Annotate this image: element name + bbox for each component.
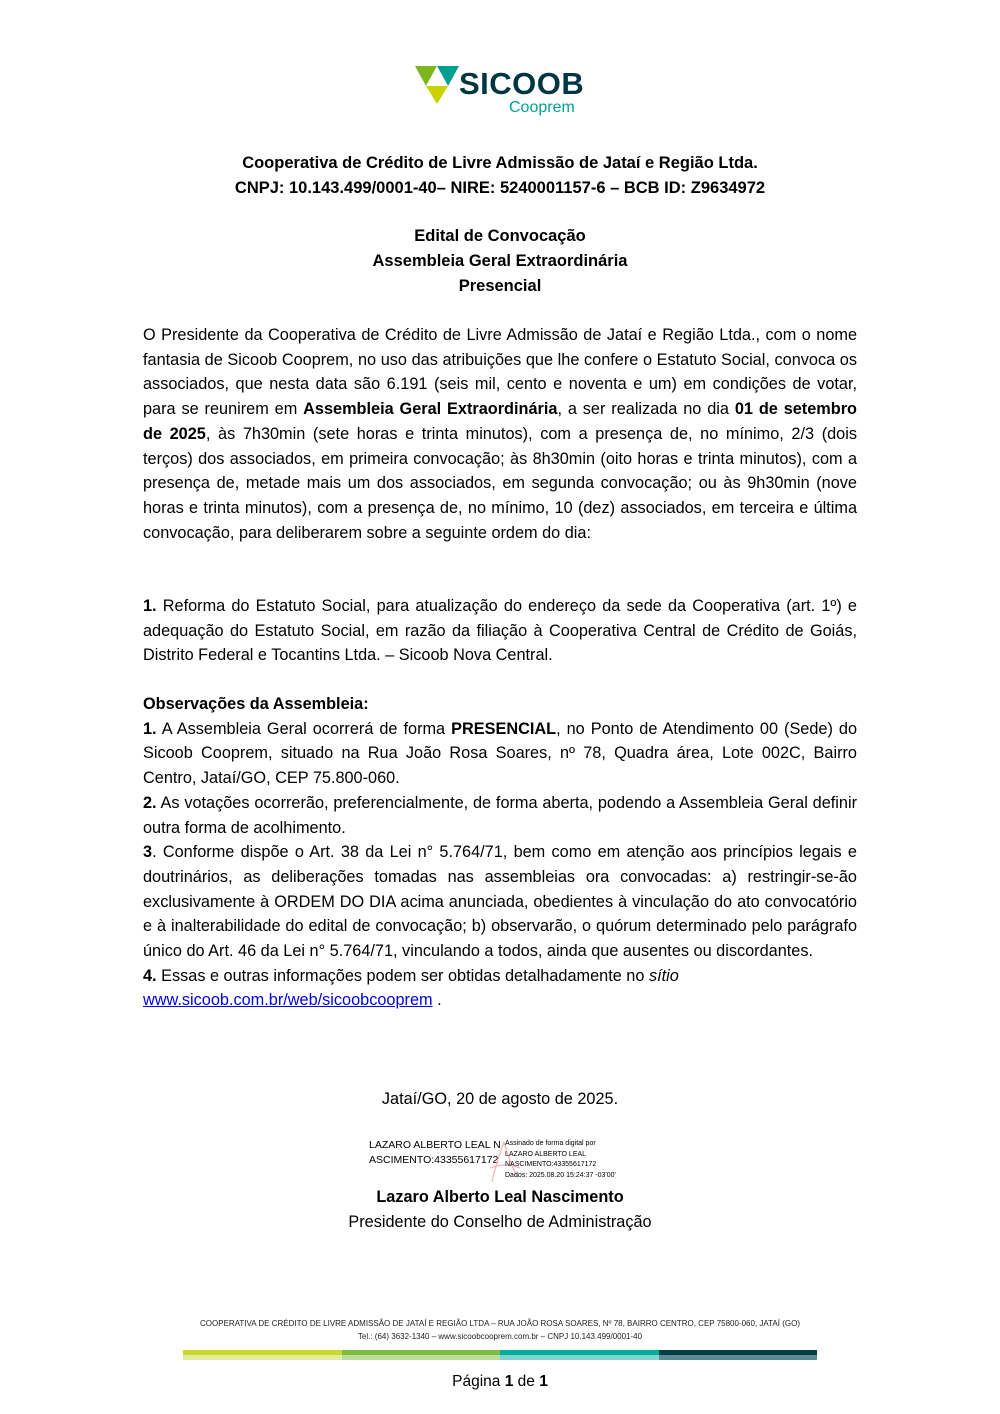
sicoob-logo bbox=[415, 64, 585, 120]
text-bold: Assembleia Geral Extraordinária bbox=[303, 400, 558, 419]
observations bbox=[143, 692, 857, 1013]
title-line-2: Assembleia Geral Extraordinária bbox=[372, 252, 628, 270]
header-ids: CNPJ: 10.143.499/0001-40– NIRE: 5240001157-6 – BCB ID: Z9634972 bbox=[234, 179, 766, 197]
text: . bbox=[432, 991, 442, 1010]
header bbox=[0, 151, 1000, 201]
text: Essas e outras informações podem ser obtidas detalhadamente no bbox=[156, 966, 649, 985]
item-number: 1. bbox=[143, 597, 157, 615]
agenda-item bbox=[143, 594, 857, 668]
bar-segment bbox=[342, 1350, 501, 1360]
observations-heading: Observações da Assembleia: bbox=[143, 695, 369, 713]
text: . Conforme dispõe o Art. 38 da Lei n° 5.764/71, bem como em atenção aos princípios legais e doutrinários, as deliberações tomadas nas assembleias ora convocadas: a) restringir-se-ão exclusivamente à ORDEM DO DIA acima anunciada, obedientes à vinculação do ato convocatório e à inalterabilidade do edital de convocação; b) observarão, o quórum determinado pelo parágrafo único do Art. 46 da Lei n° 5.764/71, vinculando a todos, ainda que ausentes ou discordantes. bbox=[143, 843, 857, 961]
header-company: Cooperativa de Crédito de Livre Admissão de Jataí e Região Ltda. bbox=[242, 154, 758, 172]
place-date: Jataí/GO, 20 de agosto de 2025. bbox=[381, 1090, 619, 1108]
signatory-role: Presidente do Conselho de Administração bbox=[348, 1213, 652, 1231]
signatory bbox=[0, 1185, 1000, 1235]
signature-detail: NASCIMENTO:43355617172 bbox=[505, 1161, 597, 1168]
text: As votações ocorrerão, preferencialmente, de forma aberta, podendo a Assembleia Geral definir outra forma de acolhimento. bbox=[143, 793, 857, 837]
website-link[interactable]: www.sicoob.com.br/web/sicoobcooprem bbox=[143, 991, 433, 1010]
observation-2 bbox=[143, 791, 857, 840]
observation-4 bbox=[143, 964, 857, 1013]
text-bold: PRESENCIAL bbox=[451, 719, 557, 738]
intro-paragraph bbox=[143, 323, 857, 545]
document-title bbox=[0, 224, 1000, 299]
item-number: 2. bbox=[143, 793, 157, 812]
observation-3 bbox=[143, 840, 857, 964]
item-number: 1. bbox=[143, 719, 157, 738]
logo-brand: SICOOB bbox=[459, 66, 585, 101]
item-text: Reforma do Estatuto Social, para atualização do endereço da sede da Cooperativa (art. 1º) e adequação do Estatuto Social, em razão da filiação à Cooperativa Central de Crédito de Goiás, Distrito Federal e Tocantins Ltda. – Sicoob Nova Central. bbox=[143, 597, 857, 665]
signature-name-block: LAZARO ALBERTO LEAL NASCIMENTO:43355617172 bbox=[369, 1139, 501, 1166]
total-pages: 1 bbox=[539, 1373, 548, 1390]
bar-segment bbox=[500, 1350, 659, 1360]
title-line-1: Edital de Convocação bbox=[414, 227, 586, 245]
text: , às 7h30min (sete horas e trinta minutos), com a presença de, no mínimo, 2/3 (dois terços) dos associados, em primeira convocação; às 8h30min (oito horas e trinta minutos), com a presença de, metade mais um dos associados, em segunda convocação; ou às 9h30min (nove horas e trinta minutos), com a presença de, no mínimo, 10 (dez) associados, em terceira e última convocação, para deliberarem sobre a seguinte ordem do dia: bbox=[143, 424, 857, 542]
text: O Presidente da Cooperativa de Crédito de Livre Admissão de Jataí e Região Ltda., com o nome fantasia de Sicoob Cooprem, no uso das atribuições que lhe confere o Estatuto Social, convoca os associados, que nesta data são 6.191 (seis mil, cento e noventa e um) em condições de votar, para se reunirem em bbox=[143, 326, 857, 419]
text: A Assembleia Geral ocorrerá de forma bbox=[156, 719, 452, 738]
signature-detail: Dados: 2025.08.20 15:24:37 -03'00' bbox=[505, 1171, 616, 1179]
text-bold: 01 de setembro de 2025 bbox=[143, 400, 857, 443]
item-number: 3 bbox=[143, 843, 153, 862]
signature-details bbox=[505, 1139, 616, 1181]
text: Página bbox=[452, 1373, 505, 1390]
footer bbox=[0, 1317, 1000, 1343]
signature-detail: Assinado de forma digital por bbox=[505, 1140, 596, 1147]
page-number bbox=[0, 1369, 1000, 1394]
bar-segment bbox=[183, 1350, 342, 1360]
footer-contact: Tel.: (64) 3632-1340 – www.sicoobcooprem.com.br – CNPJ 10.143.499/0001-40 bbox=[357, 1332, 643, 1341]
observation-1 bbox=[143, 717, 857, 791]
footer-address: COOPERATIVA DE CRÉDITO DE LIVRE ADMISSÃO DE JATAÍ E REGIÃO LTDA – RUA JOÃO ROSA SOARES, Nº 78, BAIRRO CENTRO, CEP 75800-060, JATAÍ (GO) bbox=[200, 1319, 800, 1328]
text: de bbox=[513, 1373, 540, 1390]
bar-segment bbox=[659, 1350, 818, 1360]
digital-signature bbox=[369, 1138, 639, 1184]
text: , no Ponto de Atendimento 00 (Sede) do Sicoob Cooprem, situado na Rua João Rosa Soares, nº 78, Quadra área, Lote 002C, Bairro Centro, Jataí/GO, CEP 75.800-060. bbox=[143, 719, 858, 788]
logo-triangle-icon bbox=[415, 66, 459, 106]
text: , a ser realizada no dia bbox=[557, 400, 735, 419]
logo-sub: Cooprem bbox=[509, 99, 575, 116]
signature-detail: LAZARO ALBERTO LEAL bbox=[505, 1150, 587, 1158]
signatory-name: Lazaro Alberto Leal Nascimento bbox=[376, 1188, 624, 1206]
current-page: 1 bbox=[504, 1373, 514, 1390]
text-italic: sítio bbox=[648, 966, 679, 985]
footer-color-bar bbox=[183, 1350, 817, 1360]
item-number: 4. bbox=[143, 966, 157, 985]
title-line-3: Presencial bbox=[458, 277, 542, 295]
